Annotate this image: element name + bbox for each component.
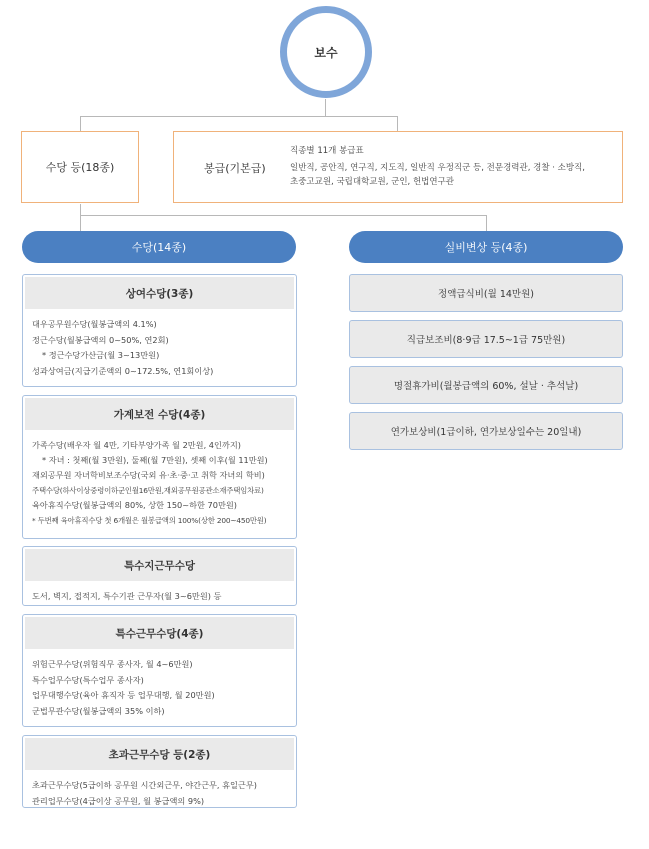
salary-desc-head: 직종별 11개 봉급표 (290, 146, 364, 156)
card-line: 군법무관수당(월봉급액의 35% 이하) (32, 705, 165, 716)
card-line: 가족수당(배우자 월 4만, 기타부양가족 월 2만원, 4인까지) (32, 440, 241, 450)
allowance-group-header (22, 231, 296, 263)
allowance-group-label: 수당(14종) (131, 241, 187, 254)
allowance-label: 수당 등(18종) (45, 161, 115, 174)
card-title: 상여수당(3종) (25, 277, 294, 309)
expense-item-label: 연가보상비(1급이하, 연가보상일수는 20일내) (390, 427, 582, 438)
salary-node (173, 131, 623, 203)
connector-allowance-down (80, 204, 81, 215)
card-line: 위험근무수당(위험직무 종사자, 월 4~6만원) (32, 659, 193, 669)
expense-group-header (349, 231, 623, 263)
card-body (23, 649, 296, 725)
card-title: 특수지근무수당 (25, 549, 294, 581)
card-title: 특수근무수당(4종) (25, 617, 294, 649)
card-line: 관리업무수당(4급이상 공무원, 월 봉급액의 9%) (32, 795, 205, 806)
meal-allowance-box (349, 274, 623, 312)
overtime-allowance-card (22, 735, 297, 808)
salary-desc-line: 초중고교원, 국립대학교원, 군인, 헌법연구관 (290, 177, 455, 187)
expense-item-label: 직급보조비(8·9급 17.5~1급 75만원) (406, 335, 566, 346)
card-title: 가계보전 수당(4종) (25, 398, 294, 430)
connector-to-allowance (80, 116, 81, 131)
card-line: 대우공무원수당(월봉급액의 4.1%) (32, 319, 157, 329)
card-body (23, 770, 296, 815)
root-label: 보수 (314, 45, 338, 60)
connector-to-left-group (80, 215, 81, 231)
expense-item-label: 명절휴가비(월봉급액의 60%, 설날 · 추석날) (393, 381, 579, 392)
connector-level2-horizontal (80, 215, 487, 216)
card-line: 재외공무원 자녀학비보조수당(국외 유·초·중·고 취학 자녀의 학비) (32, 470, 265, 480)
annual-leave-compensation-box (349, 412, 623, 450)
rank-subsidy-box (349, 320, 623, 358)
card-line: * 두번째 육아휴직수당 첫 6개월은 월봉급액의 100%(상한 200~450만원) (32, 516, 267, 525)
connector-level1-horizontal (80, 116, 398, 117)
household-allowance-card (22, 395, 297, 539)
card-line: 육아휴직수당(월봉급액의 80%, 상한 150~하한 70만원) (32, 500, 237, 510)
card-line: 정근수당(월봉급액의 0~50%, 연2회) (32, 334, 169, 345)
bonus-allowance-card (22, 274, 297, 387)
allowance-node (21, 131, 139, 203)
salary-description (290, 144, 612, 189)
expense-group-label: 실비변상 등(4종) (444, 241, 528, 254)
card-line: 초과근무수당(5급이하 공무원 시간외근무, 야간근무, 휴일근무) (32, 780, 257, 790)
card-body (23, 581, 296, 611)
salary-label: 봉급(기본급) (204, 162, 266, 175)
special-duty-allowance-card (22, 614, 297, 727)
connector-to-salary (397, 116, 398, 131)
card-line: * 자녀 : 첫째(월 3만원), 둘째(월 7만원), 셋째 이후(월 11만원) (42, 455, 268, 465)
salary-desc-line: 일반직, 공안직, 연구직, 지도직, 일반직 우정직군 등, 전문경력관, 경찰 · 소방직, (290, 163, 585, 173)
card-title: 초과근무수당 등(2종) (25, 738, 294, 770)
card-body (23, 309, 296, 385)
holiday-bonus-box (349, 366, 623, 404)
card-body (23, 430, 296, 534)
card-line: * 정근수당가산금(월 3~13만원) (42, 350, 160, 360)
card-line: 주택수당(하사이상중령이하군인월16만원,재외공무원공관소재주택임차료) (32, 486, 264, 495)
remote-area-allowance-card (22, 546, 297, 606)
expense-item-label: 정액급식비(월 14만원) (438, 289, 534, 300)
connector-root-down (325, 99, 326, 116)
card-line: 성과상여금(지급기준액의 0~172.5%, 연1회이상) (32, 365, 214, 376)
root-node (280, 6, 372, 98)
card-line: 도서, 벽지, 접적지, 특수기관 근무자(월 3~6만원) 등 (32, 591, 222, 601)
connector-to-right-group (486, 215, 487, 231)
card-line: 업무대행수당(육아 휴직자 등 업무대행, 월 20만원) (32, 690, 215, 700)
card-line: 특수업무수당(특수업무 종사자) (32, 674, 144, 685)
